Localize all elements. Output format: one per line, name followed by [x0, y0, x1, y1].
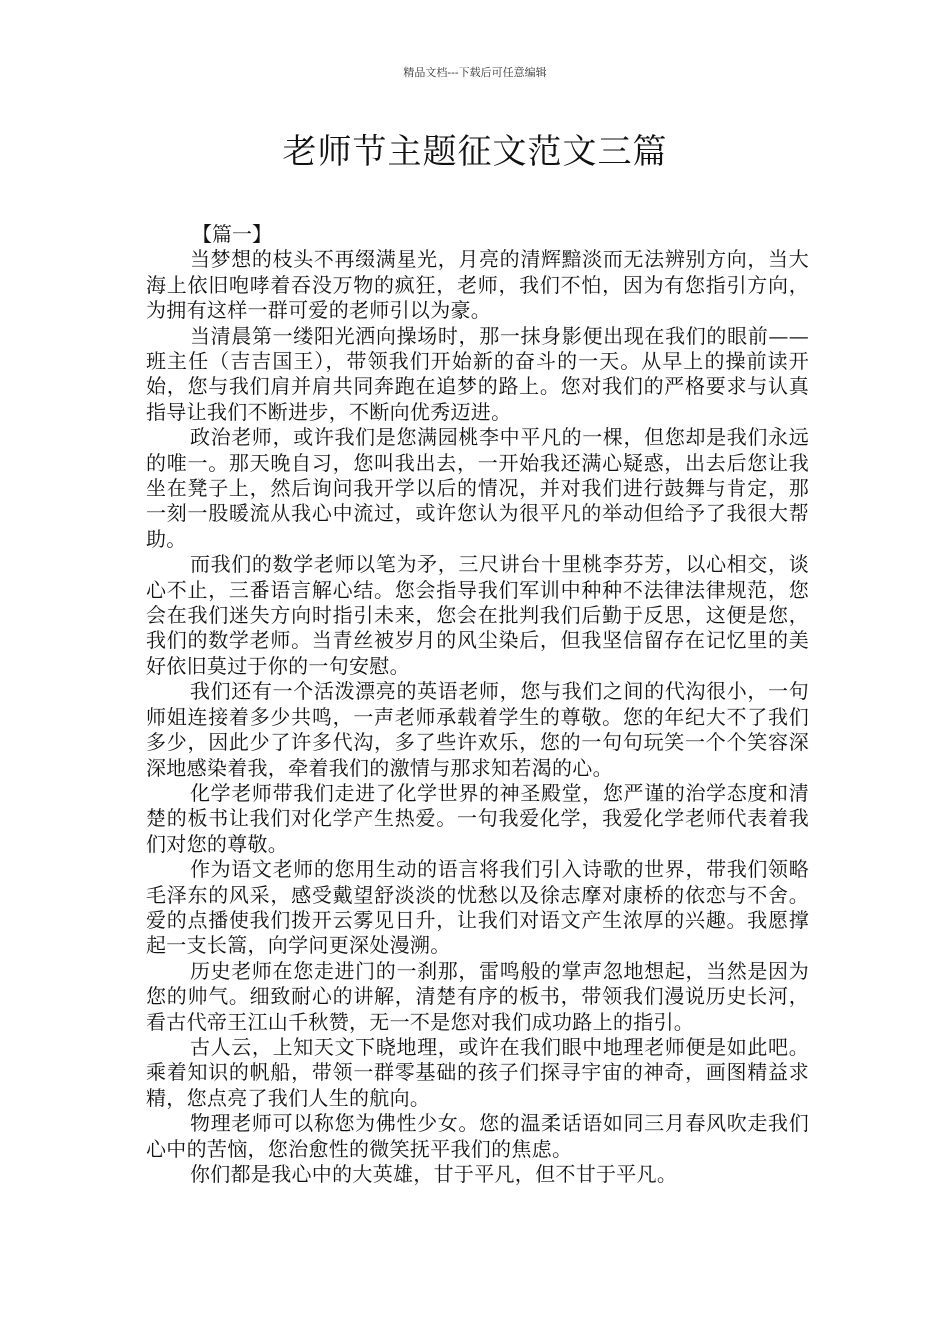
page-header: 精品文档---下载后可任意编辑	[403, 66, 547, 79]
paragraph-2: 当清晨第一缕阳光洒向操场时，那一抹身影便出现在我们的眼前——班主任（吉吉国王），带领我们开始新的奋斗的一天。从早上的操前读开始，您与我们肩并肩共同奔跑在追梦的路上。您对我们的严格要求与认真指导让我们不断进步，不断向优秀迈进。	[146, 323, 809, 424]
paragraph-6: 化学老师带我们走进了化学世界的神圣殿堂，您严谨的治学态度和清楚的板书让我们对化学产生热爱。一句我爱化学，我爱化学老师代表着我们对您的尊敬。	[146, 780, 809, 856]
paragraph-8: 历史老师在您走进门的一刹那，雷鸣般的掌声忽地想起，当然是因为您的帅气。细致耐心的讲解，清楚有序的板书，带领我们漫说历史长河，看古代帝王江山千秋赞，无一不是您对我们成功路上的指引。	[146, 958, 809, 1034]
paragraph-3: 政治老师，或许我们是您满园桃李中平凡的一棵，但您却是我们永远的唯一。那天晚自习，您叫我出去，一开始我还满心疑惑，出去后您让我坐在凳子上，然后询问我开学以后的情况，并对我们进行鼓舞与肯定，那一刻一股暖流从我心中流过，或许您认为很平凡的举动但给予了我很大帮助。	[146, 425, 809, 551]
paragraph-4: 而我们的数学老师以笔为矛，三尺讲台十里桃李芬芳，以心相交，谈心不止，三番语言解心结。您会指导我们军训中种种不法律法律规范，您会在我们迷失方向时指引未来，您会在批判我们后勤于反思，这便是您，我们的数学老师。当青丝被岁月的风尘染后，但我坚信留存在记忆里的美好依旧莫过于你的一句安慰。	[146, 552, 809, 678]
paragraph-5: 我们还有一个活泼漂亮的英语老师，您与我们之间的代沟很小，一句师姐连接着多少共鸣，一声老师承载着学生的尊敬。您的年纪大不了我们多少，因此少了许多代沟，多了些许欢乐，您的一句句玩笑一个个笑容深深地感染着我，牵着我们的激情与那求知若渴的心。	[146, 679, 809, 780]
document-title: 老师节主题征文范文三篇	[282, 132, 668, 172]
paragraph-9: 古人云，上知天文下晓地理，或许在我们眼中地理老师便是如此吧。乘着知识的帆船，带领一群零基础的孩子们探寻宇宙的神奇，画图精益求精，您点亮了我们人生的航向。	[146, 1034, 809, 1110]
paragraph-1: 当梦想的枝头不再缀满星光，月亮的清辉黯淡而无法辨别方向，当大海上依旧咆哮着吞没万物的疯狂，老师，我们不怕，因为有您指引方向，为拥有这样一群可爱的老师引以为豪。	[146, 247, 809, 323]
section-label: 【篇一】	[192, 222, 272, 246]
paragraph-11: 你们都是我心中的大英雄，甘于平凡，但不甘于平凡。	[190, 1162, 678, 1187]
paragraph-7: 作为语文老师的您用生动的语言将我们引入诗歌的世界，带我们领略毛泽东的风采，感受戴望舒淡淡的忧愁以及徐志摩对康桥的依恋与不舍。爱的点播使我们拨开云雾见日升，让我们对语文产生浓厚的兴趣。我愿撑起一支长篙，向学问更深处漫溯。	[146, 857, 809, 958]
paragraph-10: 物理老师可以称您为佛性少女。您的温柔话语如同三月春风吹走我们心中的苦恼，您治愈性的微笑抚平我们的焦虑。	[146, 1111, 809, 1161]
document-body	[146, 222, 809, 1187]
